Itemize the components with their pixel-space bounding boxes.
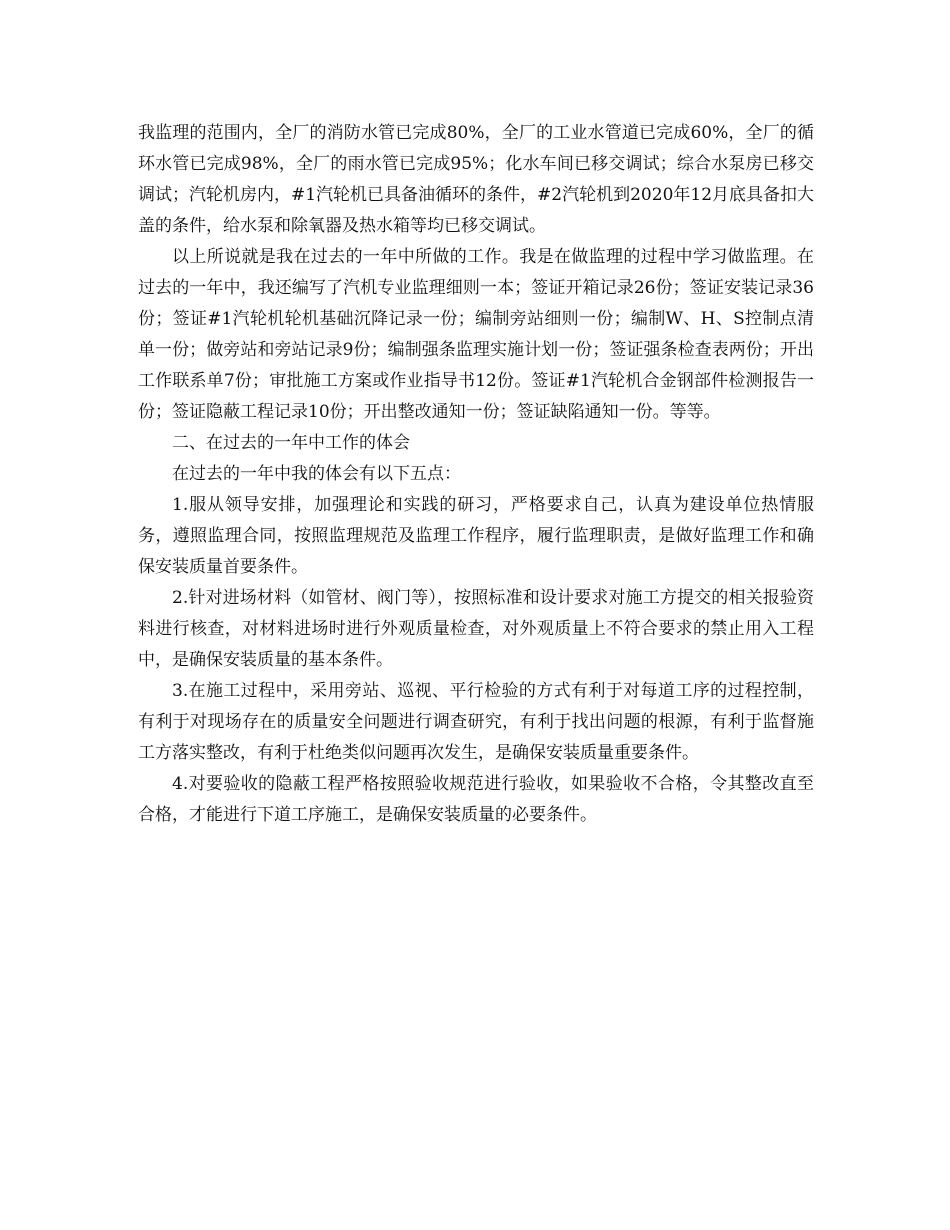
paragraph-point-4: 4.对要验收的隐蔽工程严格按照验收规范进行验收，如果验收不合格，令其整改直至合格，才能进行下道工序施工，是确保安装质量的必要条件。 <box>138 774 814 825</box>
paragraph-progress-summary: 我监理的范围内，全厂的消防水管已完成80%，全厂的工业水管道已完成60%，全厂的循环水管已完成98%，全厂的雨水管已完成95%；化水车间已移交调试；综合水泵房已移交调试；汽轮机房内，#1汽轮机已具备油循环的条件，#2汽轮机到2020年12月底具备扣大盖的条件，给水泵和除氧器及热水箱等均已移交调试。 <box>138 123 815 236</box>
paragraph-experience-intro: 在过去的一年中我的体会有以下五点： <box>172 464 461 484</box>
document-body <box>138 118 814 831</box>
section-heading-experience: 二、在过去的一年中工作的体会 <box>172 433 410 453</box>
paragraph-point-3: 3.在施工过程中，采用旁站、巡视、平行检验的方式有利于对每道工序的过程控制，有利于对现场存在的质量安全问题进行调查研究，有利于找出问题的根源，有利于监督施工方落实整改，有利于杜绝类似问题再次发生，是确保安装质量重要条件。 <box>138 681 814 763</box>
paragraph-point-1: 1.服从领导安排，加强理论和实践的研习，严格要求自己，认真为建设单位热情服务，遵照监理合同，按照监理规范及监理工作程序，履行监理职责，是做好监理工作和确保安装质量首要条件。 <box>138 495 814 577</box>
paragraph-work-records: 以上所说就是我在过去的一年中所做的工作。我是在做监理的过程中学习做监理。在过去的一年中，我还编写了汽机专业监理细则一本；签证开箱记录26份；签证安装记录36份；签证#1汽轮机轮机基础沉降记录一份；编制旁站细则一份；编制W、H、S控制点清单一份；做旁站和旁站记录9份；编制强条监理实施计划一份；签证强条检查表两份；开出工作联系单7份；审批施工方案或作业指导书12份。签证#1汽轮机合金钢部件检测报告一份；签证隐蔽工程记录10份；开出整改通知一份；签证缺陷通知一份。等等。 <box>138 247 814 422</box>
paragraph-point-2: 2.针对进场材料（如管材、阀门等），按照标准和设计要求对施工方提交的相关报验资料进行核查，对材料进场时进行外观质量检查，对外观质量上不符合要求的禁止用入工程中，是确保安装质量的基本条件。 <box>138 588 814 670</box>
